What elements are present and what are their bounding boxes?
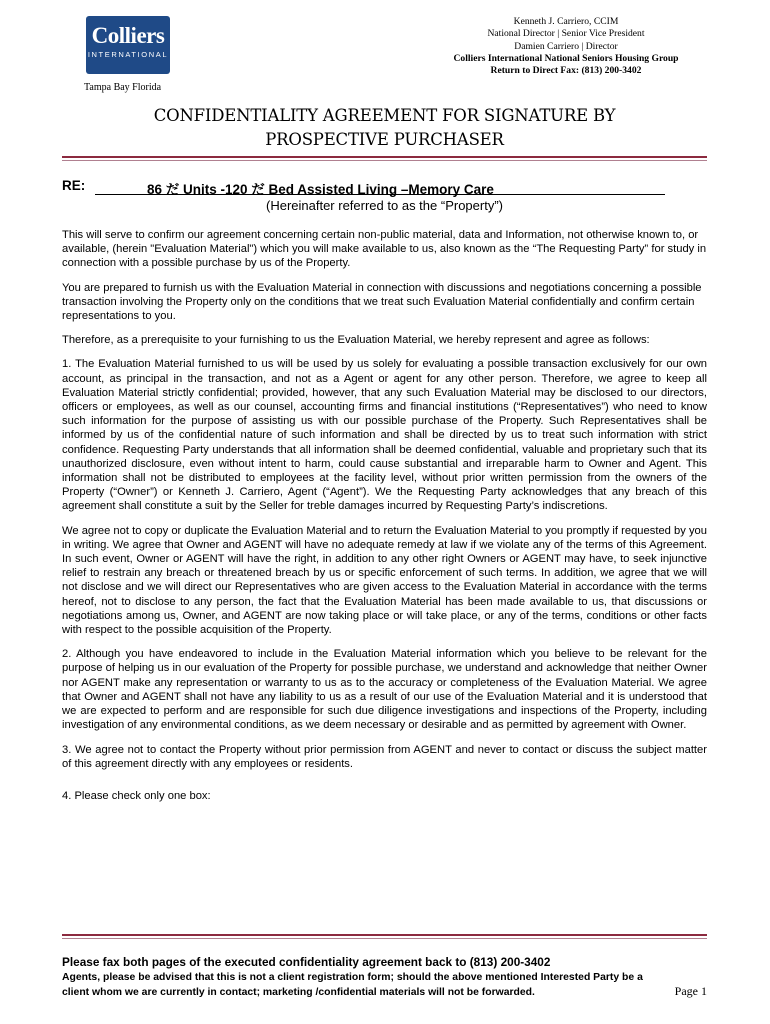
footer-rule (62, 934, 707, 936)
agreement-body (62, 228, 707, 813)
paragraph-prerequisite: Therefore, as a prerequisite to your furnishing to us the Evaluation Material, we hereby represent and agree as follows: (62, 334, 650, 347)
contact-block (430, 16, 702, 77)
logo-subtext: INTERNATIONAL (87, 50, 169, 59)
document-title (62, 104, 707, 152)
title-line-1: CONFIDENTIALITY AGREEMENT FOR SIGNATURE BY (153, 106, 616, 125)
paragraph-intro: This will serve to confirm our agreement concerning certain non-public material, data and Information, not otherwise known to, or available, (herein "Evaluation Material") which you will make available to us, also known as the “The Requesting Party” for study in connection with a possible purchase by us of the Property. (62, 229, 707, 270)
title-line-2: PROSPECTIVE PURCHASER (265, 130, 504, 149)
re-value: 86 だ Units -120 だ Bed Assisted Living –Memory Care (147, 182, 494, 197)
footer (62, 955, 707, 1000)
re-field (95, 178, 665, 195)
colliers-logo (86, 16, 170, 74)
contact-group: Colliers International National Seniors Housing Group (453, 52, 679, 64)
paragraph-clause-2: 2. Although you have endeavored to include in the Evaluation Material information which you believe to be relevant for the purpose of helping us in our evaluation of the Property for possible purchase, we understand and acknowledge that neither Owner nor AGENT make any representation or warranty to us as to the accuracy or completeness of the Evaluation Material. We agree that Owner and AGENT shall not have any liability to us as a result of our use of the Evaluation Material and it is understood that we are expected to perform and are responsible for such due diligence investigations and inspections of the Property, including investigation of any environmental conditions, as we deem necessary or desirable and as permitted by agreement with Owner. (62, 648, 707, 732)
paragraph-copy: We agree not to copy or duplicate the Evaluation Material and to return the Evaluation Material to you promptly if requested by you in writing. We agree that Owner and AGENT will have no adequate remedy at law if we violate any of the terms of this Agreement. In such event, Owner or AGENT will have the right, in addition to any other right Owners or AGENT may have, to seek injunctive relief to restrain any breach or threatened breach by us or specific enforcement of such terms. In addition, we agree that we will not disclose and we will direct our Representatives who are given access to the Evaluation Material in accordance with the terms hereof, not to disclose to any person, the fact that the Evaluation Material has been made available to us, that discussions or negotiations among us, Owner, and AGENT are now taking place or will take place, or any of the terms, conditions or other facts with respect to the possible acquisition of the Property. (62, 524, 707, 637)
footer-rule-thin (62, 938, 707, 939)
page-number: Page 1 (674, 984, 707, 998)
paragraph-clause-1: 1. The Evaluation Material furnished to us will be used by us solely for evaluating a possible transaction exclusively for our own account, as principal in the transaction, and not as a Agent or agent for any other person. Therefore, we agree to keep all Evaluation Material strictly confidential; provided, however, that any such Evaluation Material may be disclosed to our directors, officers or employees, as well as our counsel, accounting firms and financial institutions (“Representatives”) who need to know such information for the purpose of assisting us with our possible purchase of the Property. Such Representatives shall be informed by us of the confidential nature of such information and shall be directed by us to treat such information with strict confidence. Requesting Party understands that all information shall be deemed confidential, valuable and proprietary such that its unauthorized disclosure, even without intent to harm, could cause substantial and irreparable harm to Owner and Agent. This information shall not be distributed to employees at the facility level, without prior written permission from the owners of the Property (“Owner”) or Kenneth J. Carriero, Agent (“Agent”). We the Requesting Party acknowledges that any breach of this agreement shall constitute a suit by the Seller for treble damages incurred by Requesting Party’s indiscretions. (62, 358, 707, 513)
logo-caption: Tampa Bay Florida (84, 82, 162, 93)
paragraph-clause-4: 4. Please check only one box: (62, 789, 211, 802)
footer-fax-note: Please fax both pages of the executed confidentiality agreement back to (813) 200-3402 (62, 955, 551, 969)
contact-fax: Return to Direct Fax: (813) 200-3402 (490, 65, 642, 77)
re-label: RE: (62, 178, 86, 193)
contact-name: Kenneth J. Carriero, CCIM (513, 16, 619, 27)
contact-title: National Director | Senior Vice President (487, 28, 645, 40)
footer-notice-line-2: client whom we are currently in contact; marketing /confidential materials will not be forwarded. (62, 987, 535, 998)
footer-notice-line-1: Agents, please be advised that this is not a client registration form; should the above mentioned Interested Party be a (62, 972, 643, 983)
re-subtitle: (Hereinafter referred to as the “Property”) (266, 198, 503, 213)
title-rule-thin (62, 160, 707, 161)
paragraph-furnish: You are prepared to furnish us with the Evaluation Material in connection with discussions and negotiations concerning a possible transaction involving the Property only on the conditions that we treat such Evaluation Material confidentially and confirm certain representations to you. (62, 281, 702, 323)
title-rule (62, 156, 707, 158)
paragraph-clause-3: 3. We agree not to contact the Property without prior permission from AGENT and never to contact or discuss the subject matter of this agreement directly with any employees or residents. (62, 743, 707, 770)
logo-wordmark: Colliers (91, 23, 165, 48)
contact-second: Damien Carriero | Director (514, 40, 618, 52)
